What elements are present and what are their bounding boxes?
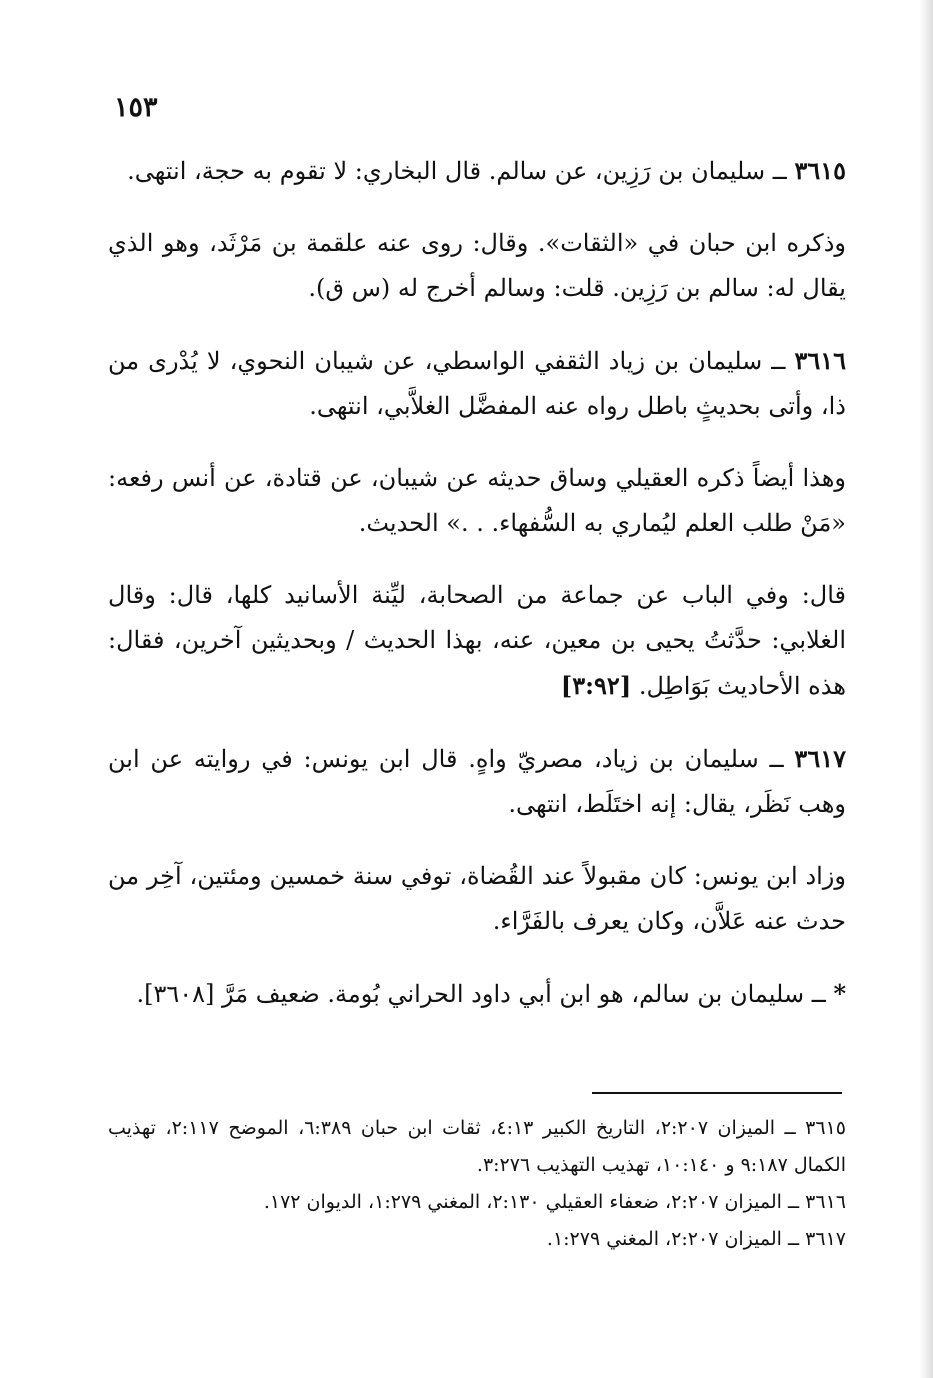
paragraph-text: ــ سليمان بن زياد الثقفي الواسطي، عن شيبان النحوي، لا يُدْرى من ذا، وأتى بحديثٍ باطل رواه عنه المفضَّل الغلاَّبي، انتهى.: [108, 347, 846, 420]
paragraph-ibn-yunus: [108, 854, 846, 944]
footnote-3617: ٣٦١٧ ــ الميزان ٢:٢٠٧، المغني ١:٢٧٩.: [546, 1228, 846, 1250]
entry-3615-paragraph: [108, 148, 846, 194]
paragraph-text: وذكره ابن حبان في «الثقات». وقال: روى عنه علقمة بن مَرْثَد، وهو الذي يقال له: سالم بن رَزِين. قلت: وسالم أخرج له (س ق).: [108, 229, 846, 302]
paragraph-text: ــ سليمان بن زياد، مصريّ واهٍ. قال ابن يونس: في روايته عن ابن وهب نَظَر، يقال: إنه اختَلَط، انتهى.: [108, 745, 846, 818]
entry-3617-paragraph: [108, 736, 846, 827]
footnotes: [108, 1110, 846, 1258]
paragraph-text: قال: وفي الباب عن جماعة من الصحابة، ليِّنة الأسانيد كلها، قال: وقال الغلابي: حدَّثتُ يحيى بن معين، عنه، بهذا الحديث / وبحديثين آخرين، فقال: هذه الأحاديث بَوَاطِل.: [108, 581, 846, 700]
footnote-3616: ٣٦١٦ ــ الميزان ٢:٢٠٧، ضعفاء العقيلي ٢:١٣٠، المغني ١:٢٧٩، الديوان ١٧٢.: [263, 1191, 846, 1213]
paragraph-text: وهذا أيضاً ذكره العقيلي وساق حديثه عن شيبان، عن قتادة، عن أنس رفعه: «مَنْ طلب العلم ليُماري به السُّفهاء. . .» الحديث.: [108, 464, 846, 537]
page-number: ١٥٣: [114, 92, 158, 123]
entry-number: ٣٦١٥: [794, 156, 846, 185]
asterisk-marker: *: [833, 979, 846, 1008]
paragraph-ibn-hibban: [108, 221, 846, 311]
paragraph-text: ــ سليمان بن رَزِين، عن سالم. قال البخاري: لا تقوم به حجة، انتهى.: [127, 157, 787, 185]
volume-page-marker: [٣:٩٢]: [560, 671, 632, 700]
paragraph-uqayli: [108, 456, 846, 546]
footnote-3615: ٣٦١٥ ــ الميزان ٢:٢٠٧، التاريخ الكبير ٤:١٣، ثقات ابن حبان ٦:٣٨٩، الموضح ٢:١١٧، تهذيب الكمال ٩:١٨٧ و ١٠:١٤٠، تهذيب التهذيب ٣:٢٧٦.: [108, 1117, 846, 1176]
paragraph-text: ــ سليمان بن سالم، هو ابن أبي داود الحراني بُومة. ضعيف مَرَّ [٣٦٠٨].: [136, 980, 826, 1008]
page-edge-shadow: [919, 0, 933, 1378]
paragraph-ghallabi: [108, 573, 846, 709]
paragraph-text: وزاد ابن يونس: كان مقبولاً عند القُضاة، توفي سنة خمسين ومئتين، آخِر من حدث عنه عَلاَّن، وكان يعرف بالفَرَّاء.: [108, 862, 846, 935]
main-text: [108, 148, 846, 1044]
entry-3616-paragraph: [108, 338, 846, 429]
entry-number: ٣٦١٧: [794, 744, 846, 773]
footnote-separator: [592, 1092, 842, 1094]
entry-number: ٣٦١٦: [794, 346, 846, 375]
cross-reference-paragraph: [108, 971, 846, 1017]
